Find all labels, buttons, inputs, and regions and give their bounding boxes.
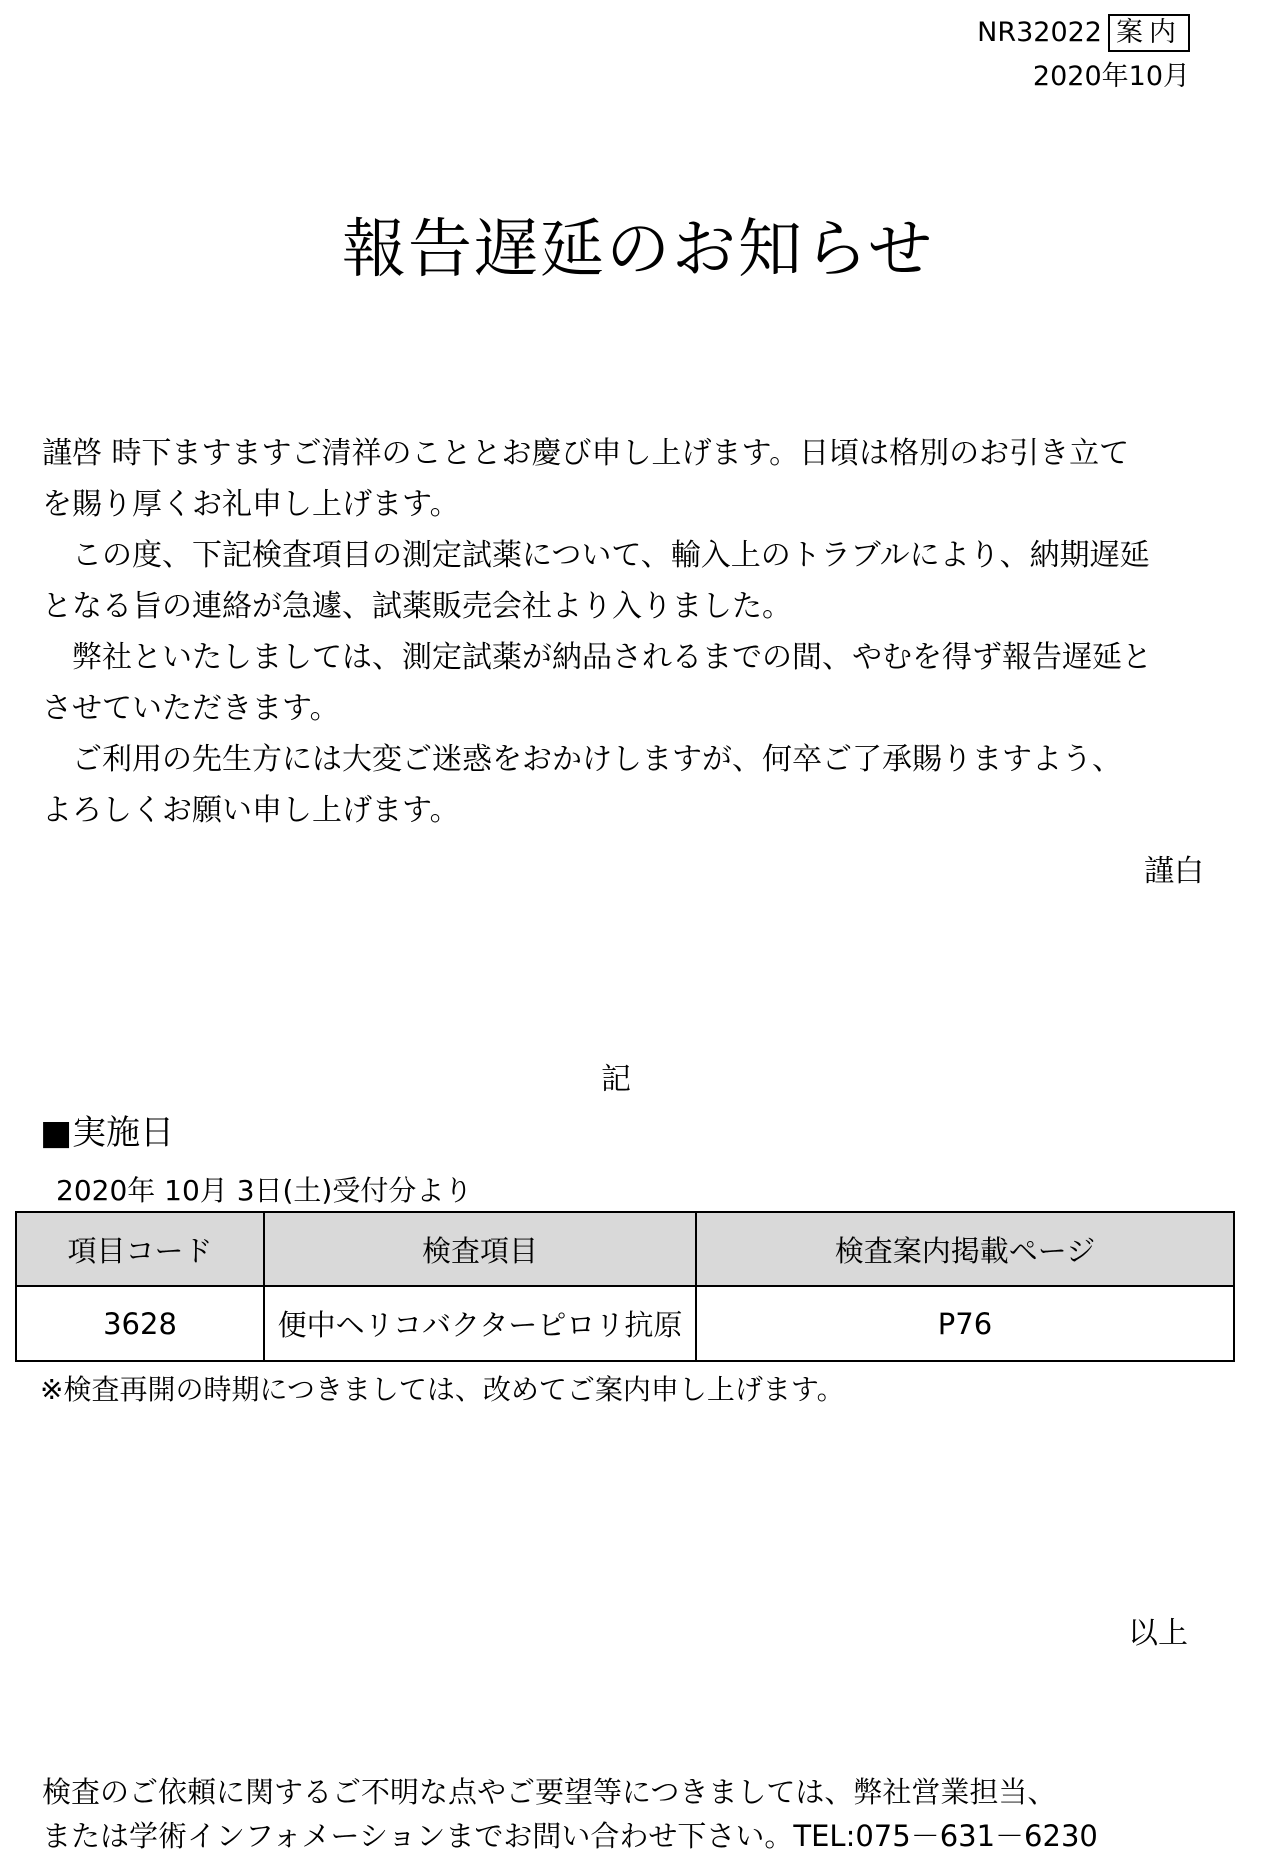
body-line: させていただきます。: [42, 691, 340, 726]
issue-date: 2020年10月: [1032, 61, 1190, 92]
resume-note: ※検査再開の時期につきましては、改めてご案内申し上げます。: [40, 1373, 845, 1406]
header-page: 検査案内掲載ページ: [696, 1212, 1234, 1286]
footer-line: 検査のご依頼に関するご不明な点やご要望等につきましては、弊社営業担当、: [42, 1775, 1057, 1809]
body-line: この度、下記検査項目の測定試薬について、輸入上のトラブルにより、納期遅延: [72, 538, 1150, 573]
table-header-row: [16, 1212, 1234, 1286]
closing-word: 謹白: [1144, 854, 1204, 889]
document-code-number: NR32022: [977, 17, 1102, 48]
category-badge: 案内: [1108, 14, 1190, 52]
table-row: [16, 1286, 1234, 1361]
page-title: 報告遅延のお知らせ: [341, 213, 935, 287]
cell-test-item: 便中ヘリコバクターピロリ抗原: [264, 1286, 696, 1361]
body-text: [42, 428, 1202, 836]
header-item-code: 項目コード: [16, 1212, 264, 1286]
body-line: 謹啓 時下ますますご清祥のこととお慶び申し上げます。日頃は格別のお引き立て: [42, 436, 1130, 471]
schedule-text: 2020年 10月 3日(土)受付分より: [56, 1174, 473, 1207]
contact-footer: [42, 1770, 1262, 1858]
body-line: 弊社といたしましては、測定試薬が納品されるまでの間、やむを得ず報告遅延と: [72, 640, 1152, 675]
body-line: となる旨の連絡が急遽、試薬販売会社より入りました。: [42, 589, 792, 624]
cell-page: P76: [696, 1286, 1234, 1361]
body-line: よろしくお願い申し上げます。: [42, 793, 460, 828]
section-heading: ■実施日: [40, 1113, 175, 1153]
test-items-table: [15, 1211, 1235, 1362]
cell-item-code: 3628: [16, 1286, 264, 1361]
body-line: ご利用の先生方には大変ご迷惑をおかけしますが、何卒ご了承賜りますよう、: [72, 742, 1122, 777]
ki-heading: 記: [601, 1062, 631, 1097]
footer-line: または学術インフォメーションまでお問い合わせ下さい。TEL:075－631－6230: [42, 1819, 1098, 1853]
header-test-item: 検査項目: [264, 1212, 696, 1286]
document-code: [977, 14, 1190, 52]
body-line: を賜り厚くお礼申し上げます。: [42, 487, 460, 522]
end-mark: 以上: [1128, 1616, 1188, 1651]
